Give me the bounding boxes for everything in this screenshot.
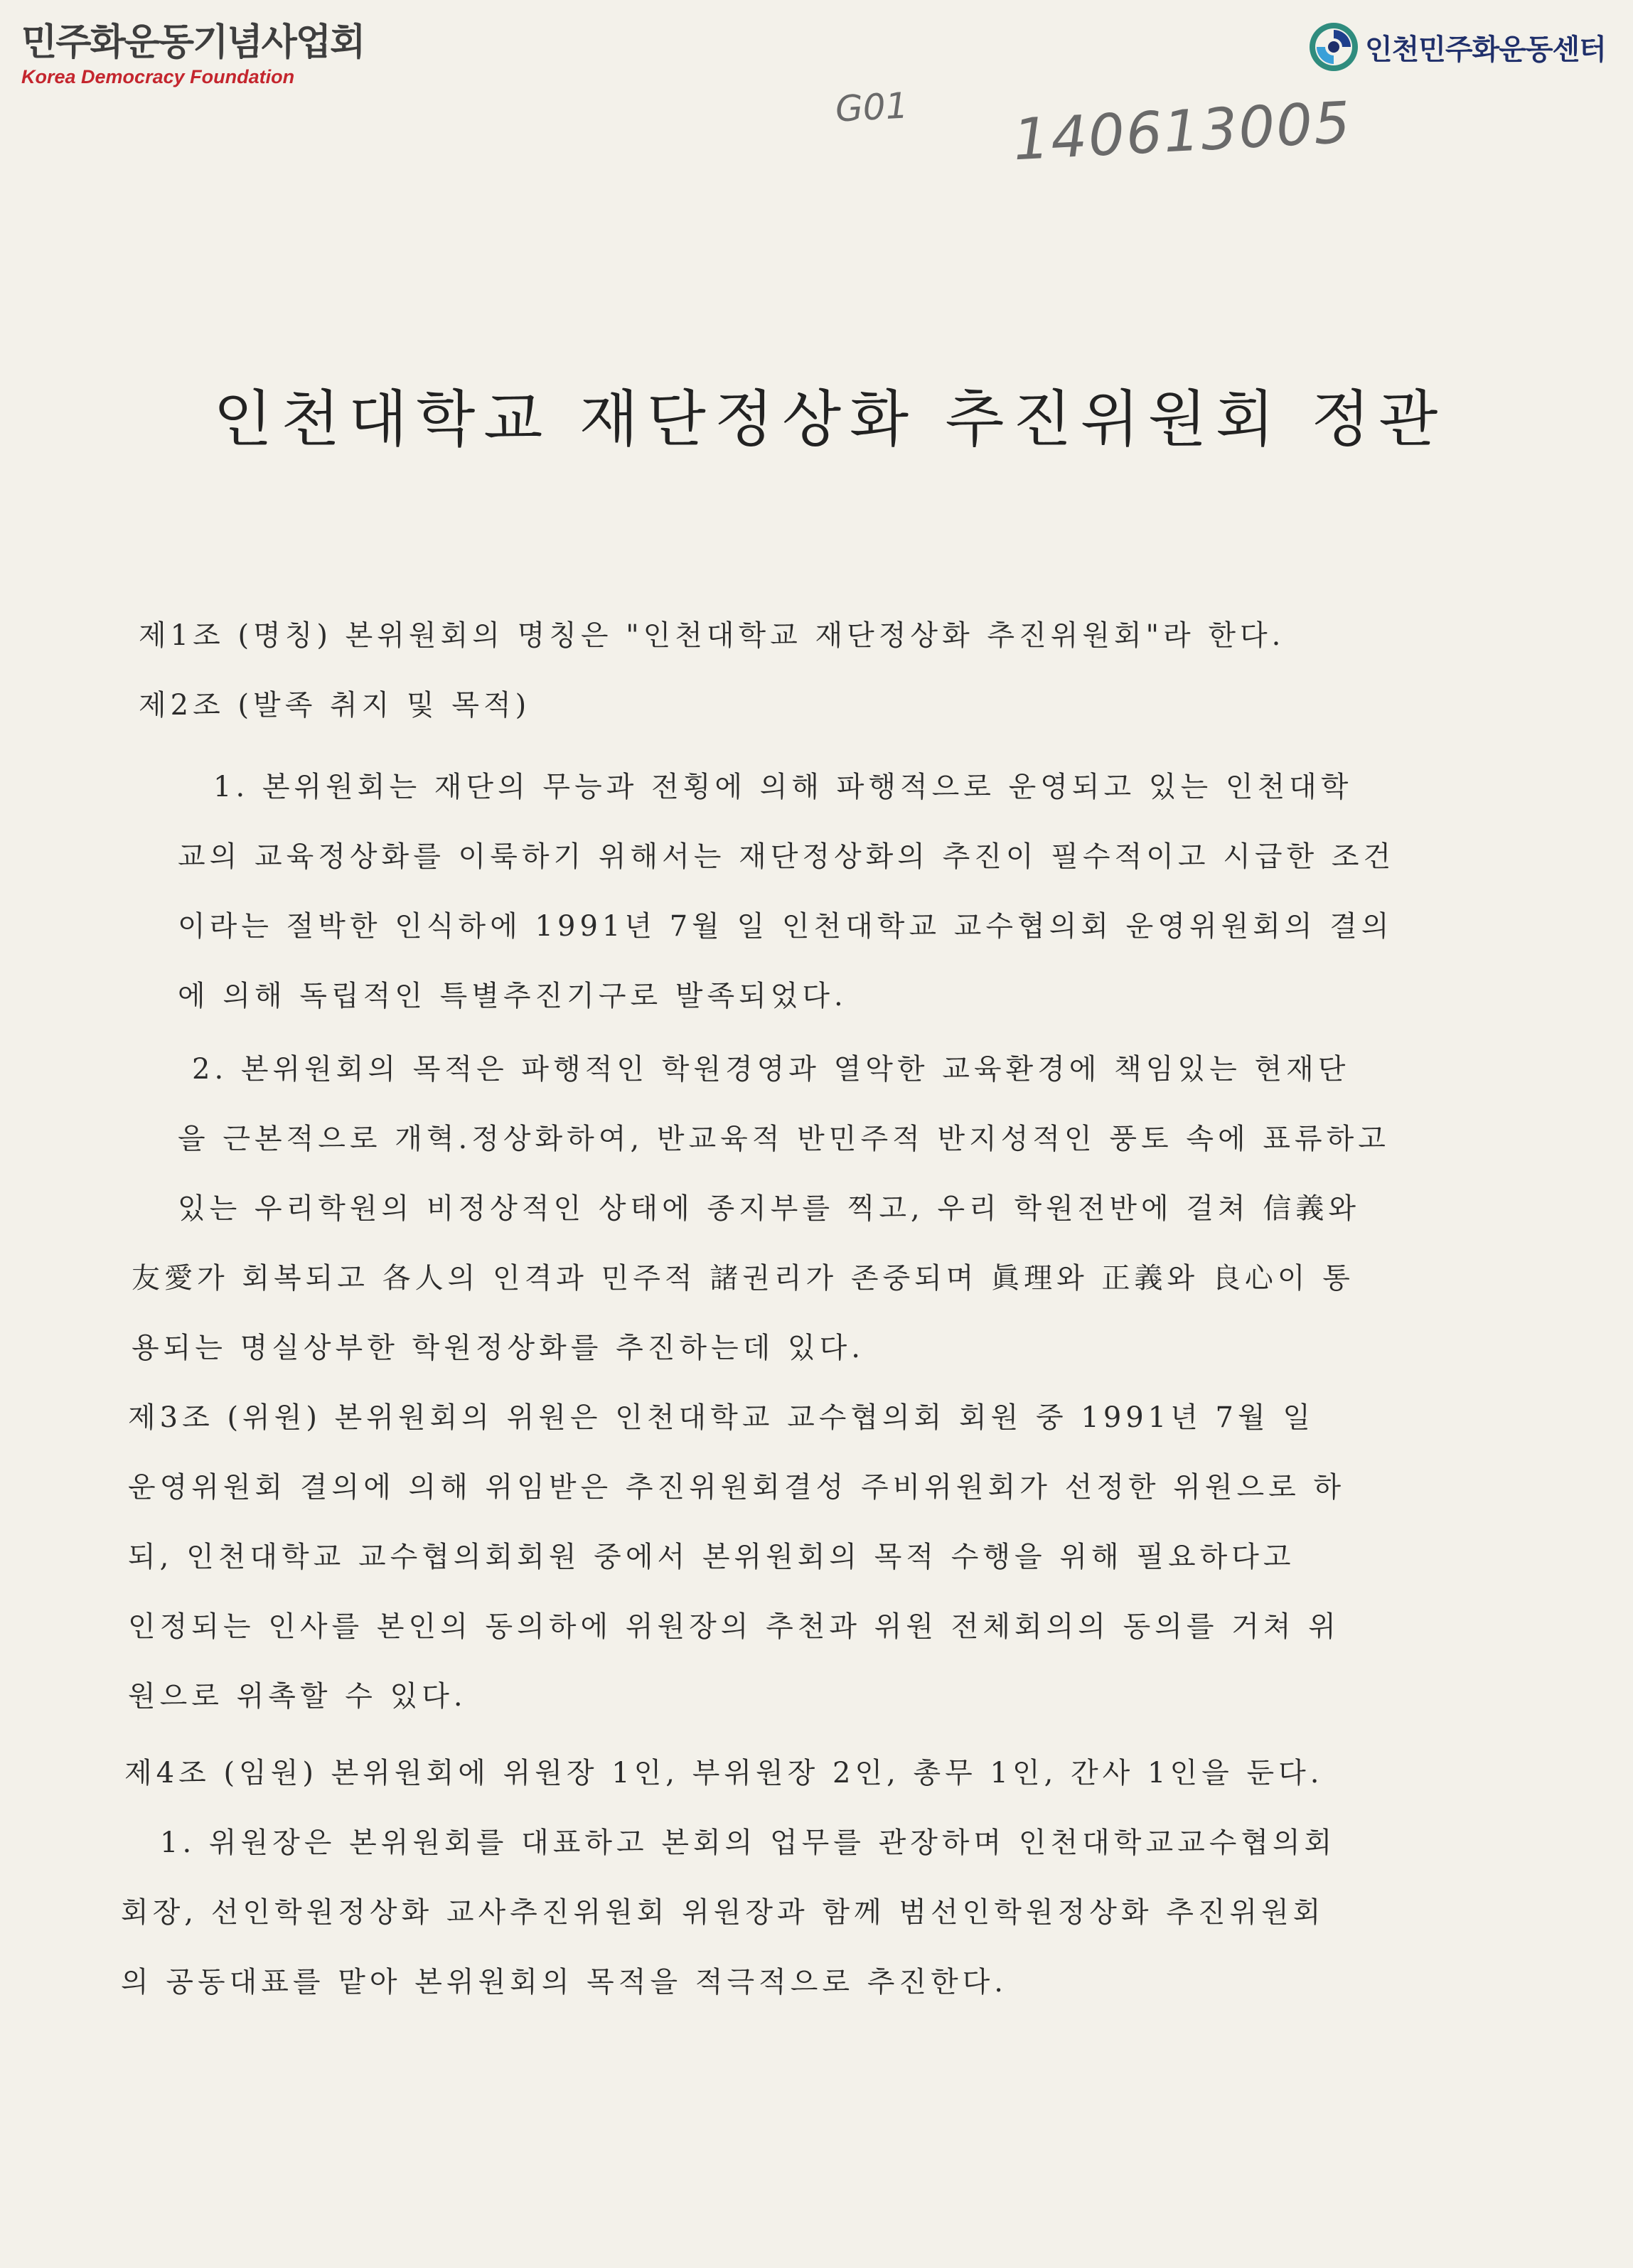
article-2-item-2-line-1: 2. 본위원회의 목적은 파행적인 학원경영과 열악한 교육환경에 책임있는 현재단 [192,1053,1350,1086]
article-2-item-2-line-5: 용되는 명실상부한 학원정상화를 추진하는데 있다. [132,1332,865,1364]
article-3-line-3: 되, 인천대학교 교수협의회회원 중에서 본위원회의 목적 수행을 위해 필요하다고 [128,1541,1295,1573]
article-3-line-1: 제3조 (위원) 본위원회의 위원은 인천대학교 교수협의회 회원 중 1991년 7월 일 [128,1401,1315,1434]
article-2-item-1-line-2: 교의 교육정상화를 이룩하기 위해서는 재단정상화의 추진이 필수적이고 시급한 조건 [178,840,1396,873]
article-2-item-2-line-2: 을 근본적으로 개혁.정상화하여, 반교육적 반민주적 반지성적인 풍토 속에 표류하고 [178,1123,1390,1155]
article-2-item-1-line-4: 에 의해 독립적인 특별추진기구로 발족되었다. [178,980,847,1012]
article-2-heading: 제2조 (발족 취지 및 목적) [139,689,531,722]
document-title: 인천대학교 재단정상화 추진위원회 정관 [213,384,1447,455]
article-4-heading: 제4조 (임원) 본위원회에 위원장 1인, 부위원장 2인, 총무 1인, 간사 1인을 둔다. [124,1757,1324,1790]
article-3-line-5: 원으로 위촉할 수 있다. [128,1680,467,1713]
center-name: 인천민주화운동센터 [1365,33,1606,66]
center-emblem-icon [1308,21,1359,73]
article-4-item-1-line-1: 1. 위원장은 본위원회를 대표하고 본회의 업무를 관장하며 인천대학교교수협의회 [160,1826,1337,1859]
article-2-item-2-line-4: 友愛가 회복되고 各人의 인격과 민주적 諸권리가 존중되며 眞理와 正義와 良心이 통 [132,1262,1354,1295]
korea-democracy-foundation-logo [21,20,364,88]
kdf-logo-korean: 민주화운동기념사업회 [21,21,365,64]
handwritten-archive-number: 140613005 [1011,89,1354,173]
article-4-item-1-line-3: 의 공동대표를 맡아 본위원회의 목적을 적극적으로 추진한다. [121,1966,1008,1999]
article-1: 제1조 (명칭) 본위원회의 명칭은 "인천대학교 재단정상화 추진위원회"라 한다. [139,619,1285,652]
article-2-item-1-line-1: 1. 본위원회는 재단의 무능과 전횡에 의해 파행적으로 운영되고 있는 인천대학 [213,771,1353,803]
article-3-line-4: 인정되는 인사를 본인의 동의하에 위원장의 추천과 위원 전체회의의 동의를 거쳐 위 [128,1610,1340,1643]
article-4-item-1-line-2: 회장, 선인학원정상화 교사추진위원회 위원장과 함께 범선인학원정상화 추진위원회 [121,1896,1325,1929]
kdf-logo-english: Korea Democracy Foundation [21,66,295,87]
article-3-line-2: 운영위원회 결의에 의해 위임받은 추진위원회결성 주비위원회가 선정한 위원으로 하 [128,1471,1346,1504]
article-2-item-2-line-3: 있는 우리학원의 비정상적인 상태에 종지부를 찍고, 우리 학원전반에 걸쳐 信義와 [178,1192,1360,1225]
article-2-item-1-line-3: 이라는 절박한 인식하에 1991년 7월 일 인천대학교 교수협의회 운영위원회의 결의 [178,910,1393,943]
handwritten-archive-code: G01 [834,85,909,130]
incheon-democracy-center-logo [1308,21,1606,73]
